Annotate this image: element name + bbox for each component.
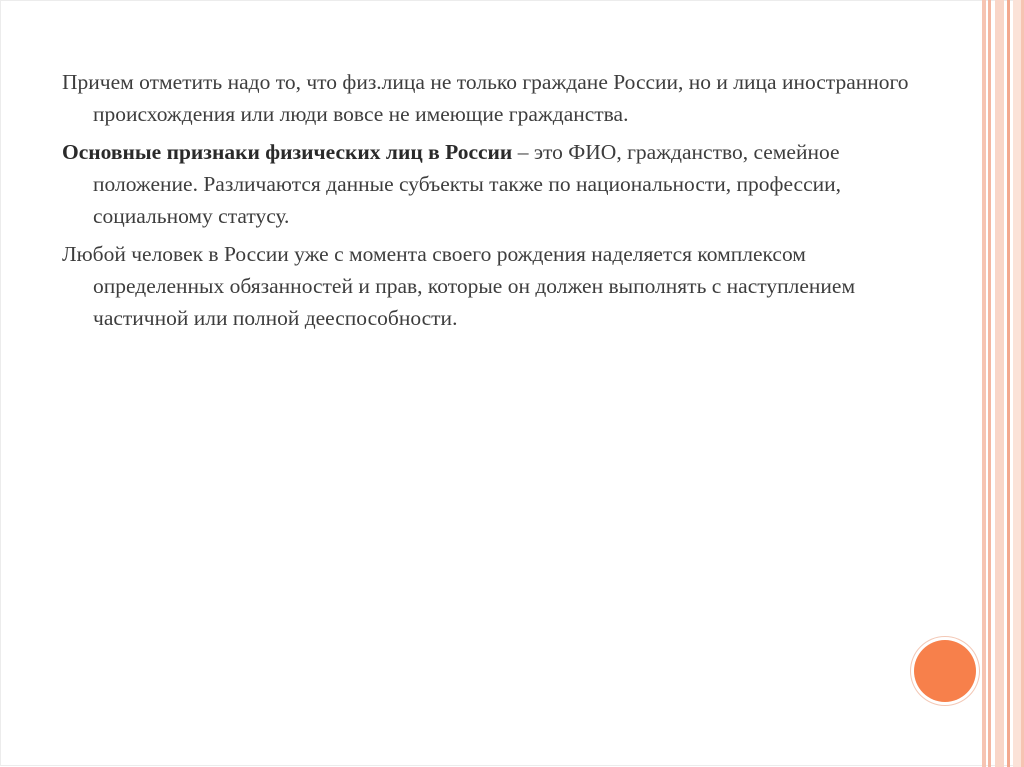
paragraph-2	[62, 136, 922, 232]
decorative-stripe	[995, 0, 1004, 767]
paragraph-3-text: Любой человек в России уже с момента своего рождения наделяется комплексом определенных обязанностей и прав, которые он должен выполнять с наступлением частичной или полной дееспособности.	[62, 242, 856, 330]
paragraph-3	[62, 238, 922, 334]
paragraph-2-bold: Основные признаки физических лиц в России	[62, 140, 513, 164]
decorative-stripe	[1007, 0, 1010, 767]
paragraph-1	[62, 66, 922, 130]
decorative-stripe	[1013, 0, 1021, 767]
slide-body	[62, 66, 922, 340]
paragraph-2-text: – это ФИО, гражданство, семейное положение. Различаются данные субъекты также по национальности, профессии, социальному статусу.	[93, 140, 842, 228]
orange-circle-decoration	[914, 640, 976, 702]
paragraph-1-text: Причем отметить надо то, что физ.лица не только граждане России, но и лица иностранного происхождения или люди вовсе не имеющие гражданства.	[62, 70, 909, 126]
decorative-stripe	[982, 0, 986, 767]
decorative-stripe	[988, 0, 991, 767]
